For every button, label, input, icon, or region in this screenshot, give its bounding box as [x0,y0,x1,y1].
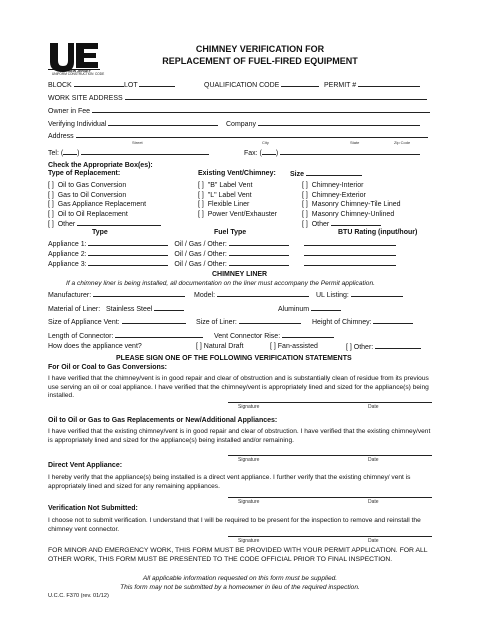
replacement-option[interactable] [48,191,161,201]
appliance-type-input[interactable] [88,260,168,266]
model-field[interactable] [194,291,309,300]
address-label: Address [48,133,74,140]
zip-caption: Zip Code [394,140,411,145]
form-title-line2: REPLACEMENT OF FUEL-FIRED EQUIPMENT [162,56,358,66]
replacement-option[interactable] [48,210,161,220]
aluminum-field[interactable] [278,305,341,314]
liner-note: If a chimney liner is being installed, all documentation on the liner must accompany the Permit application. [66,280,375,287]
checkbox[interactable]: [ ] [48,210,54,218]
owner-label: Owner in Fee [48,108,91,115]
aluminum-label: Aluminum [278,306,310,313]
option-label: Oil to Gas Conversion [57,182,127,189]
material-field [48,305,184,314]
checkbox[interactable]: [ ] [198,191,204,199]
replacement-option[interactable] [48,200,161,210]
chimney-height-field[interactable] [312,318,413,327]
size-heading [290,170,362,179]
option-label: Gas Appliance Replacement [57,201,147,209]
existing-vent-heading: Existing Vent/Chimney: [198,170,276,177]
address-field[interactable] [48,132,428,141]
checkbox[interactable]: [ ] [198,210,204,218]
chimney-option[interactable] [302,210,401,220]
connector-length-label: Length of Connector: [48,333,114,340]
fuel-input[interactable] [229,260,289,266]
option-label: "L" Label Vent [207,191,252,199]
btu-input[interactable] [304,250,396,256]
option-label: Chimney-Exterior [311,191,366,199]
other-vent-field[interactable] [346,343,421,352]
company-label: Company [226,121,256,128]
lot-field[interactable] [124,81,175,90]
option-label: Chimney-Interior [311,182,364,189]
size-label: Size [290,171,305,178]
vent-option[interactable] [198,210,277,220]
work-site-field[interactable] [48,94,427,103]
logo-text-3: CODE [95,72,105,76]
option-label: Flexible Liner [207,201,250,209]
appliance-row [48,240,396,250]
vent-list [198,181,277,220]
statement-2-text: I have verified that the existing chimney/vent is in good repair and clear of obstruction. I have verified that the existing chimney/vent is appropriately lined and sized for the appliance(s) being installed and/or remaining. [48,428,431,444]
ul-listing-label: UL Listing: [316,292,349,299]
checkbox[interactable]: [ ] [198,182,204,189]
chimney-height-label: Height of Chimney: [312,319,372,326]
ucc-logo [46,40,105,80]
chimney-option[interactable] [302,200,401,210]
option-label: Other [311,220,330,228]
city-caption: City [262,140,269,145]
form-title-line1: CHIMNEY VERIFICATION FOR [195,44,325,54]
tel-close: ) [77,150,80,157]
replacement-list [48,181,161,229]
logo-text-1: NEW JERSEY [68,69,91,73]
permit-field[interactable] [324,81,420,90]
vent-option[interactable] [198,181,277,191]
checkbox[interactable]: [ ] [302,201,308,209]
checkbox[interactable]: [ ] [302,220,308,228]
appliance-label: Appliance 3: [48,261,87,269]
block-label: BLOCK [48,82,72,89]
ul-listing-field[interactable] [316,291,403,300]
work-site-label: WORK SITE ADDRESS [48,95,123,102]
checkbox[interactable]: [ ] [48,182,54,189]
signature-line-2[interactable] [228,455,432,456]
appliance-rows [48,240,396,270]
statement-4-title: Verification Not Submitted: [48,505,138,512]
appliance-label: Appliance 2: [48,251,87,259]
date-caption: Date [368,457,379,463]
footer-note-2: This form may not be submitted by a homeowner in lieu of the required inspection. [120,584,360,591]
option-label: Masonry Chimney-Tile Lined [311,201,401,209]
block-field[interactable] [48,81,124,90]
permit-label: PERMIT # [324,82,357,89]
fuel-input[interactable] [229,250,289,256]
fax-field[interactable] [244,149,420,158]
statement-3-title: Direct Vent Appliance: [48,462,123,469]
signature-caption: Signature [238,404,260,410]
check-heading: Check the Appropriate Box(es): [48,162,153,169]
lot-label: LOT [124,82,138,89]
statement-4-text: I choose not to submit verification. I understand that I will be required to be present for the inspection to remove and reinstall the chimney vent connector. [48,517,421,533]
option-label: Gas to Oil Conversion [57,191,127,199]
fax-label: Fax: ( [244,150,262,157]
date-caption: Date [368,404,379,410]
natural-draft-checkbox[interactable]: [ ] Natural Draft [196,343,244,350]
chimney-option[interactable] [302,220,401,230]
option-label: "B" Label Vent [207,182,253,189]
option-label: Masonry Chimney-Unlined [311,210,395,218]
street-caption: Street [132,140,143,145]
btu-input[interactable] [304,240,396,246]
option-label: Other [57,220,76,228]
option-label: Oil to Oil Replacement [57,210,128,218]
vent-size-label: Size of Appliance Vent: [48,319,120,326]
form-id: U.C.C. F370 (rev. 01/12) [48,593,109,599]
fuel-label: Oil / Gas / Other: [174,241,227,248]
logo-text-2: UNIFORM CONSTRUCTION [52,72,94,76]
owner-field[interactable] [48,107,430,116]
type-col-header: Type [92,229,108,236]
state-caption: State [350,140,360,145]
vent-size-field[interactable] [48,318,186,327]
replacement-heading: Type of Replacement: [48,170,121,177]
replacement-option[interactable] [48,181,161,191]
chimney-option[interactable] [302,181,401,191]
checkbox[interactable]: [ ] [302,191,308,199]
appliance-type-input[interactable] [88,240,168,246]
date-caption: Date [368,499,379,505]
fuel-label: Oil / Gas / Other: [174,261,227,269]
manufacturer-label: Manufacturer: [48,292,92,299]
replacement-option[interactable] [48,220,161,230]
vent-option[interactable] [198,191,277,201]
statement-2-title: Oil to Oil or Gas to Gas Replacements or New/Additional Appliances: [48,417,278,424]
fuel-input[interactable] [229,240,289,246]
btu-input[interactable] [304,260,396,266]
statements-heading: PLEASE SIGN ONE OF THE FOLLOWING VERIFICATION STATEMENTS [116,355,352,362]
footer-notice: FOR MINOR AND EMERGENCY WORK, THIS FORM MUST BE PROVIDED WITH YOUR PERMIT APPLICATION. FOR ALL OTHER WORK, THIS FORM MUST BE PRESENTED TO THE CODE OFFICIAL PRIOR TO FINAL INSPECTION. [48,547,428,563]
tel-field[interactable] [48,149,209,158]
checkbox[interactable]: [ ] [48,201,54,209]
btu-col-header: BTU Rating (input/hour) [338,229,418,236]
checkbox[interactable]: [ ] [48,220,54,228]
fuel-label: Oil / Gas / Other: [174,251,227,259]
signature-line-3[interactable] [228,497,432,498]
connector-length-field[interactable] [48,332,203,341]
checkbox[interactable]: [ ] [302,210,308,218]
fan-assisted-checkbox[interactable]: [ ] Fan-assisted [270,343,318,350]
verifying-individual-field[interactable] [48,120,218,129]
footer-note-1: All applicable information requested on this form must be supplied. [142,575,338,582]
tel-label: Tel: ( [48,150,64,157]
fuel-col-header: Fuel Type [214,229,247,236]
appliance-type-input[interactable] [88,250,168,256]
manufacturer-field[interactable] [48,291,185,300]
signature-line-1[interactable] [228,402,432,403]
appliance-row [48,250,396,260]
statement-3-text: I hereby verify that the appliance(s) being installed is a direct vent appliance. I further verify that the existing chimney/ vent is appropriately lined and sized for any remaining appliances. [48,474,411,490]
verifying-individual-label: Verifying Individual [48,121,107,128]
liner-size-label: Size of Liner: [196,319,237,326]
liner-heading: CHIMNEY LINER [212,271,268,278]
vent-option[interactable] [198,200,277,210]
material-label: Material of Liner: [48,306,101,313]
statement-1-text: I have verified that the chimney/vent is in good repair and clear of obstruction and is substantially clean of residue from its previous use serving an oil or coal appliance. I have verified that the chimney/vent is appropriately lined and sized for the appliance(s) being installed. [48,375,429,400]
qualification-code-field[interactable] [204,81,319,90]
checkbox[interactable]: [ ] [302,182,308,189]
model-label: Model: [194,292,216,299]
company-field[interactable] [226,120,420,129]
statement-1-title: For Oil or Coal to Gas Conversions: [48,364,168,371]
venting-method-label: How does the appliance vent? [48,343,142,350]
liner-size-field[interactable] [196,318,301,327]
date-caption: Date [368,538,379,544]
chimney-option[interactable] [302,191,401,201]
fax-close: ) [275,150,279,157]
other-vent-label: [ ] Other: [346,344,374,351]
signature-line-4[interactable] [228,536,432,537]
stainless-input[interactable] [154,305,184,311]
checkbox[interactable]: [ ] [48,191,54,199]
signature-caption: Signature [238,538,260,544]
chimney-list [302,181,401,229]
stainless-label: Stainless Steel [105,306,153,313]
checkbox[interactable]: [ ] [198,201,204,209]
connector-rise-field[interactable] [214,332,334,341]
connector-rise-label: Vent Connector Rise: [214,333,281,340]
signature-caption: Signature [238,499,260,505]
signature-caption: Signature [238,457,260,463]
appliance-label: Appliance 1: [48,241,87,248]
option-label: Power Vent/Exhauster [207,210,277,218]
qualification-code-label: QUALIFICATION CODE [204,82,280,89]
appliance-row [48,260,396,270]
